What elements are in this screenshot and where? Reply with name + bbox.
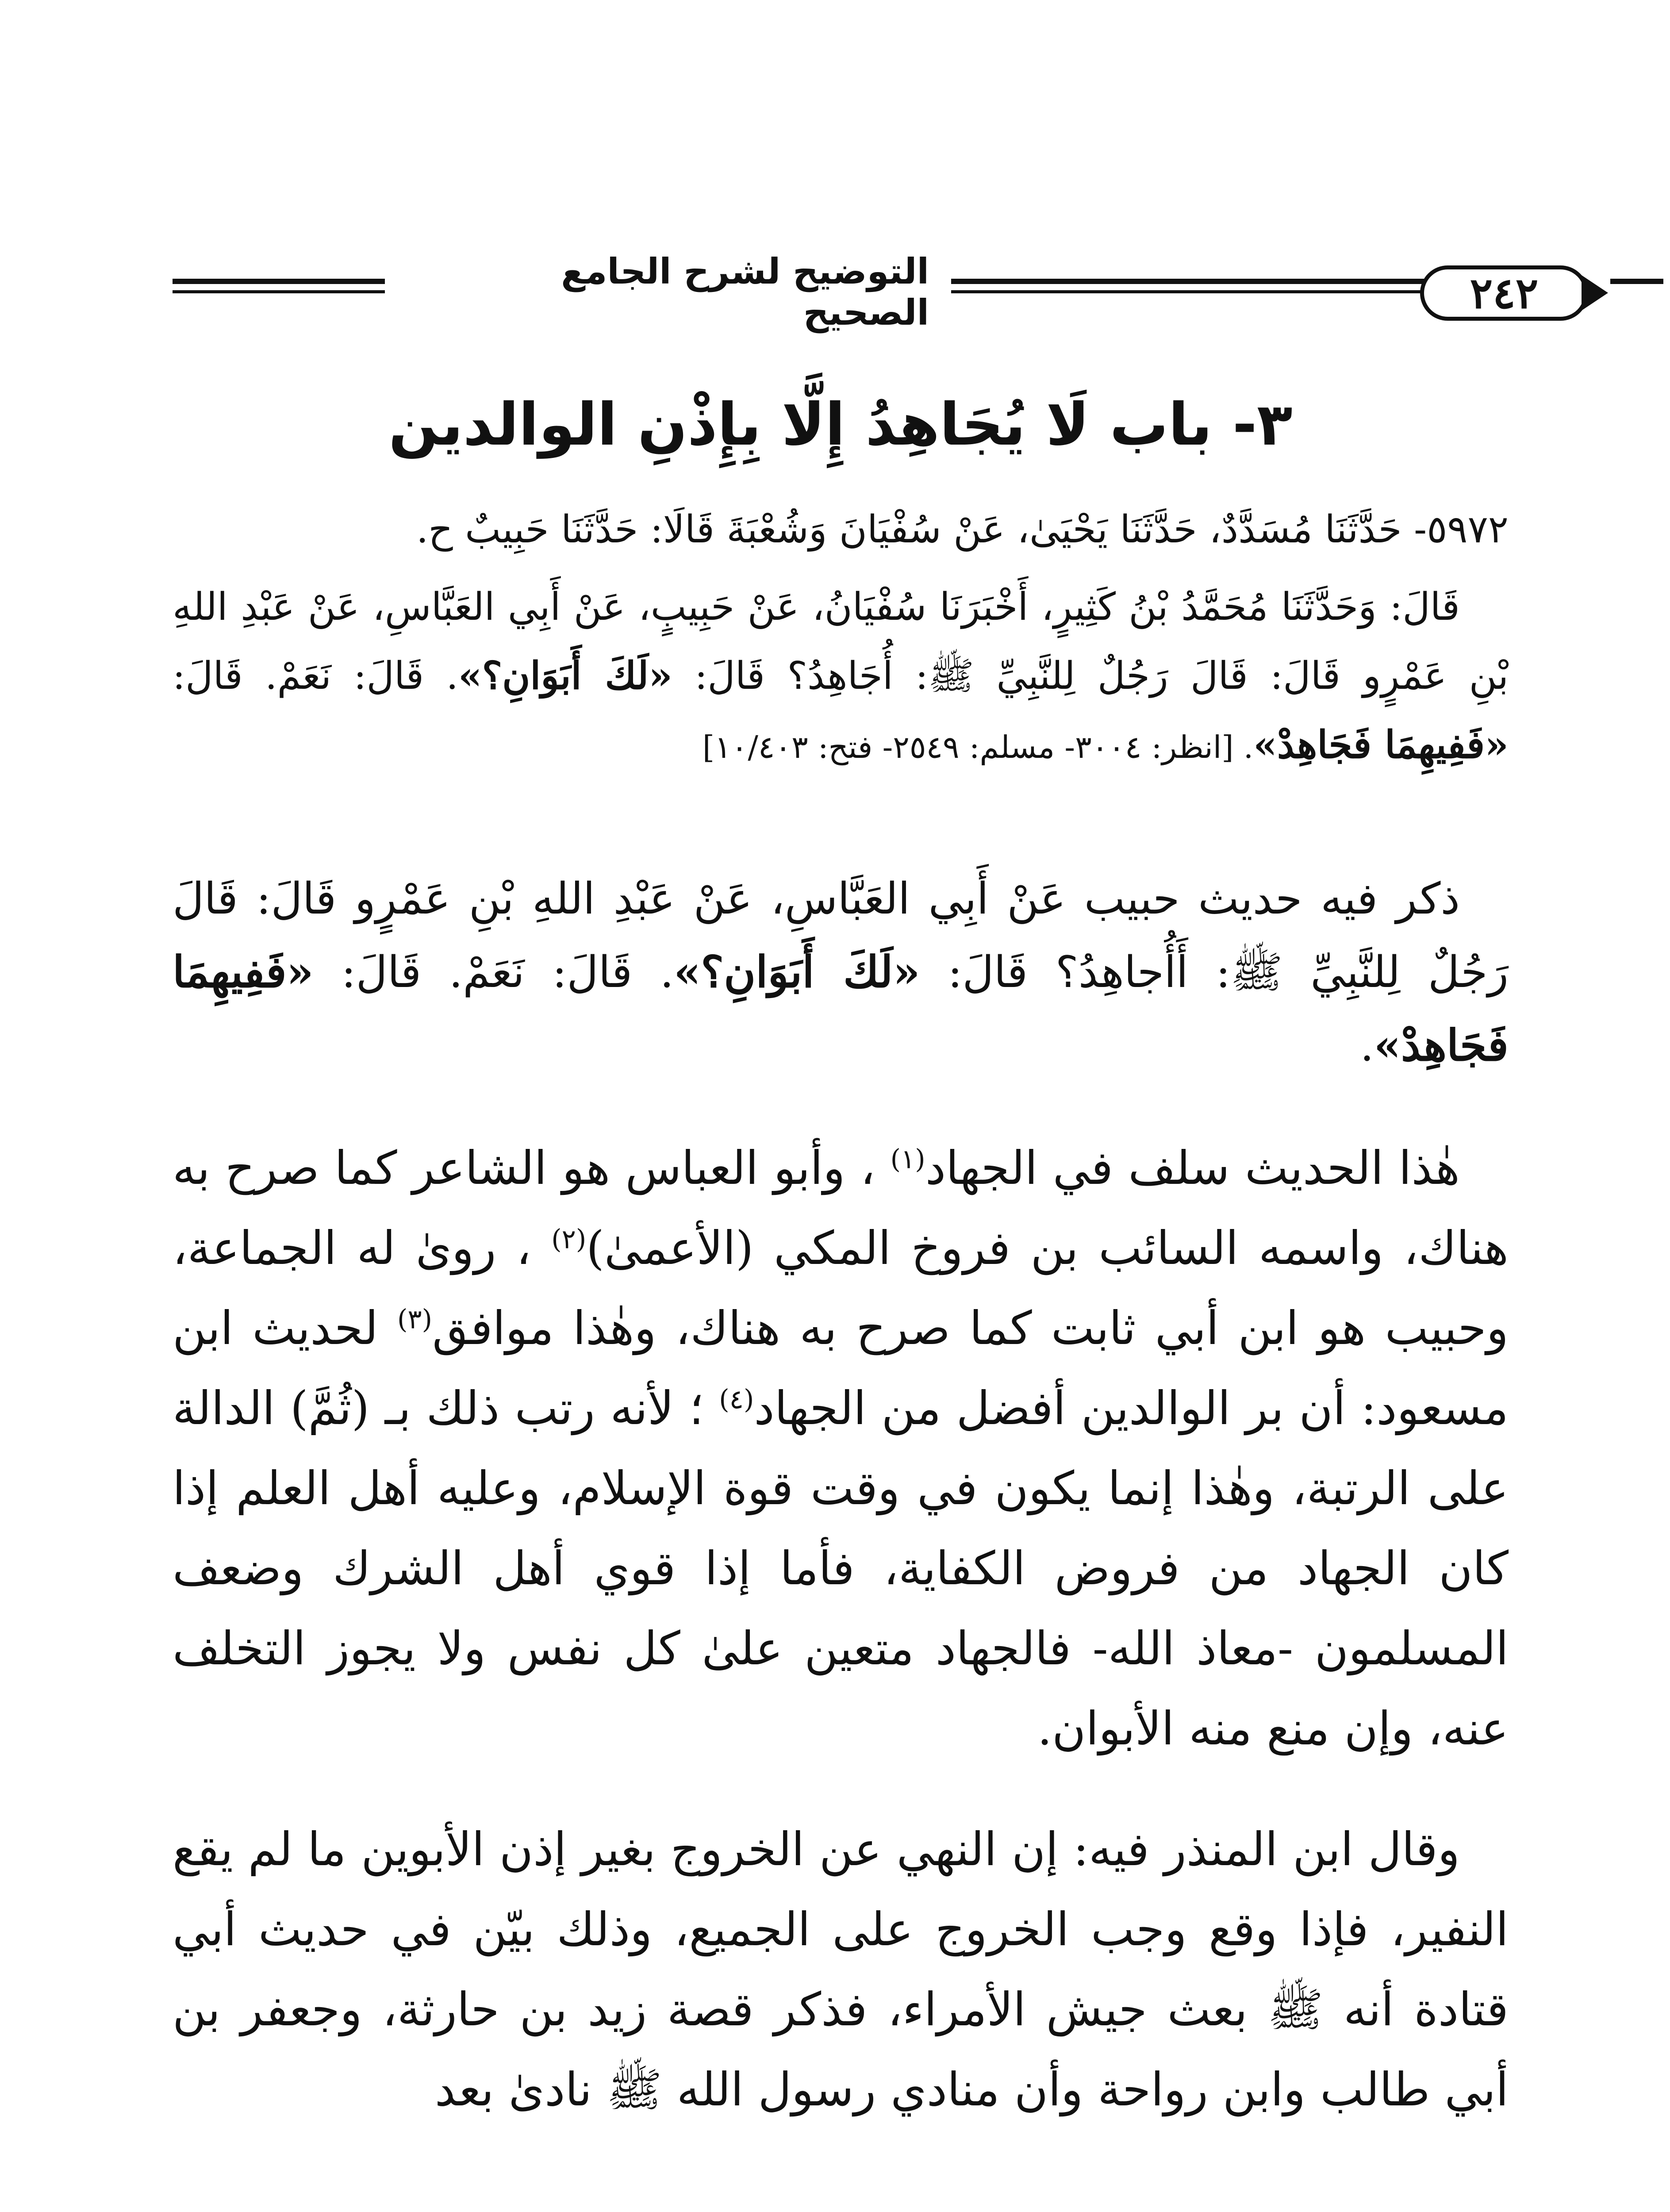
- commentary-paragraph-2: وقال ابن المنذر فيه: إن النهي عن الخروج بغير إذن الأبوين ما لم يقع النفير، فإذا وقع وجب الخروج على الجميع، وذلك بيّن في حديث أبي قتادة أنه ﷺ بعث جيش الأمراء، فذكر قصة زيد بن حارثة، وجعفر بن أبي طالب وابن رواحة وأن منادي رسول الله ﷺ نادىٰ بعد: [173, 1822, 1509, 2116]
- footnote-ref[interactable]: (٢): [551, 1224, 587, 1255]
- header-rule-right-thin: [951, 290, 1429, 293]
- running-header: [173, 248, 1539, 336]
- footnote-ref[interactable]: (١): [890, 1144, 925, 1175]
- commentary-paragraph-1: هٰذا الحديث سلف في الجهاد$^{(١)}$ ، وأبو العباس هو الشاعر كما صرح به هناك، واسمه السائب بن فروخ المكي (الأعمىٰ)$^{(٢)}$ ، روىٰ له الجماعة، وحبيب هو ابن أبي ثابت كما صرح به هناك، وهٰذا موافق$^{(٣)}$ لحديث ابن مسعود: أن بر الوالدين أفضل من الجهاد$^{(٤)}$ ؛ لأنه رتب ذلك بـ (ثُمَّ) الدالة على الرتبة، وهٰذا إنما يكون في وقت قوة الإسلام، وعليه أهل العلم إذا كان الجهاد من فروض الكفاية، فأما إذا قوي أهل الشرك وضعف المسلمون -معاذ الله- فالجهاد متعين علىٰ كل نفس ولا يجوز التخلف عنه، وإن منع منه الأبوان.: [173, 1141, 1509, 1755]
- hadith-summary: ذكر فيه حديث حبيب عَنْ أَبِي العَبَّاسِ، عَنْ عَبْدِ اللهِ بْنِ عَمْرٍو قَالَ: قَالَ رَجُلٌ لِلنَّبِيِّ ﷺ: أَأُجاهِدُ؟ قَالَ: «لَكَ أَبَوَانِ؟». قَالَ: نَعَمْ. قَالَ: «فَفِيهِمَا فَجَاهِدْ».: [173, 874, 1509, 1071]
- page-number-badge: [1420, 265, 1588, 321]
- hadith-isnad-1: ٥٩٧٢- حَدَّثَنَا مُسَدَّدٌ، حَدَّثَنَا يَحْيَىٰ، عَنْ سُفْيَانَ وَشُعْبَةَ قَالَا: حَدَّثَنَا حَبِيبٌ ح.: [416, 507, 1509, 552]
- hadith-isnad-2: قَالَ: وَحَدَّثَنَا مُحَمَّدُ بْنُ كَثِيرٍ، أَخْبَرَنَا سُفْيَانُ، عَنْ حَبِيبٍ، عَنْ أَبِي العَبَّاسِ، عَنْ عَبْدِ اللهِ بْنِ عَمْرٍو قَالَ: قَالَ رَجُلٌ لِلنَّبِيِّ ﷺ: أُجَاهِدُ؟ قَالَ: «لَكَ أَبَوَانِ؟». قَالَ: نَعَمْ. قَالَ: «فَفِيهِمَا فَجَاهِدْ». [انظر: ٣٠٠٤- مسلم: ٢٥٤٩- فتح: ١٠/٤٠٣]: [173, 585, 1509, 767]
- header-rule-end: [1610, 279, 1663, 284]
- hadith-reference: . [انظر: ٣٠٠٤- مسلم: ٢٥٤٩- فتح: ١٠/٤٠٣]: [702, 729, 1254, 765]
- page-number: ٢٤٢: [1470, 268, 1539, 318]
- hadith-number: ٥٩٧٢-: [1414, 507, 1509, 552]
- header-rule-right: [951, 279, 1429, 284]
- badge-ornament: [1582, 275, 1608, 311]
- prophet-quote: «لَكَ أَبَوَانِ؟»: [458, 653, 672, 698]
- prophet-quote: «لَكَ أَبَوَانِ؟»: [673, 947, 920, 998]
- header-rule-left-thin: [173, 290, 385, 293]
- book-title: التوضيح لشرح الجامع الصحيح: [447, 265, 929, 319]
- hadith-text: [173, 495, 1509, 791]
- header-rule-left: [173, 279, 385, 284]
- footnote-ref[interactable]: (٣): [397, 1304, 433, 1335]
- chapter-title: ٣- باب لَا يُجَاهِدُ إِلَّا بِإِذْنِ الوالدين: [388, 391, 1293, 459]
- prophet-quote: «فَفِيهِمَا فَجَاهِدْ»: [173, 947, 1509, 1071]
- prophet-quote: «فَفِيهِمَا فَجَاهِدْ»: [1253, 722, 1509, 767]
- footnote-ref[interactable]: (٤): [719, 1384, 754, 1415]
